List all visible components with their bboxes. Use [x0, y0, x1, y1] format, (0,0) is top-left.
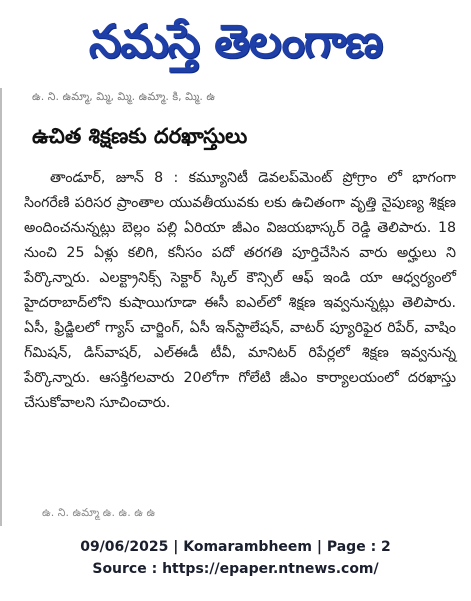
- previous-article-fragment: ఉ. ని. ఉమ్మా, మ్మి, మ్మి. ఉమ్మా. కి, మ్మి. ఉ: [32, 90, 216, 103]
- page-footer: [0, 536, 471, 580]
- date-edition-line: 09/06/2025 | Komarambheem | Page : 2: [80, 539, 391, 555]
- article-clipping: [0, 88, 471, 526]
- article-body: తాండూర్, జూన్ 8 : కమ్యూనిటీ డెవలప్‌మెంట్ ప్రోగ్రాం లో భాగంగా సింగరేణి పరిసర ప్రాంతాల యువతీయువకు లకు ఉచితంగా వృత్తి నైపుణ్య శిక్షణ అందించనున్నట్లు బెల్లం పల్లి ఏరియా జీఎం విజయభాస్కర్ రెడ్డి తెలిపారు. 18 నుంచి 25 ఏళ్లు కలిగి, కనీసం పదో తరగతి పూర్తిచేసిన వారు అర్హులు ని పేర్కొన్నారు. ఎలక్ట్రానిక్స్ సెక్టార్ స్కిల్ కౌన్సిల్ ఆఫ్ ఇండి యా ఆధ్వర్యంలో హైదరాబాద్‌లోని కుషాయిగూడా ఈసీ ఐఎల్‌లో శిక్షణ ఇవ్వనున్నట్లు తెలిపారు. ఏసీ, ఫ్రిడ్జిలలో గ్యాస్ చార్జింగ్, ఏసీ ఇన్‌స్టాలేషన్, వాటర్ ప్యూరిఫైర రిపేర్, వాషిం గ్‌మిషన్, డిస్‌వాషర్, ఎల్‌ఈడీ టీవీ, మానిటర్ రిపేర్లలో శిక్షణ ఇవ్వనున్న పేర్కొన్నారు. ఆసక్తిగలవారు 20లోగా గోలేటి జీఎం కార్యాలయంలో దరఖాస్తు చేసుకోవాలని సూచించారు.: [24, 170, 456, 411]
- next-article-fragment: ఉ. ని. ఉమ్మా ఉ. ఉ. ఉ ఉ: [42, 506, 156, 519]
- newspaper-title: నమస్తే తెలంగాణ: [88, 14, 383, 68]
- masthead: [0, 0, 471, 90]
- article-headline: ఉచిత శిక్షణకు దరఖాస్తులు: [32, 124, 248, 148]
- source-line: Source : https://epaper.ntnews.com/: [92, 561, 379, 577]
